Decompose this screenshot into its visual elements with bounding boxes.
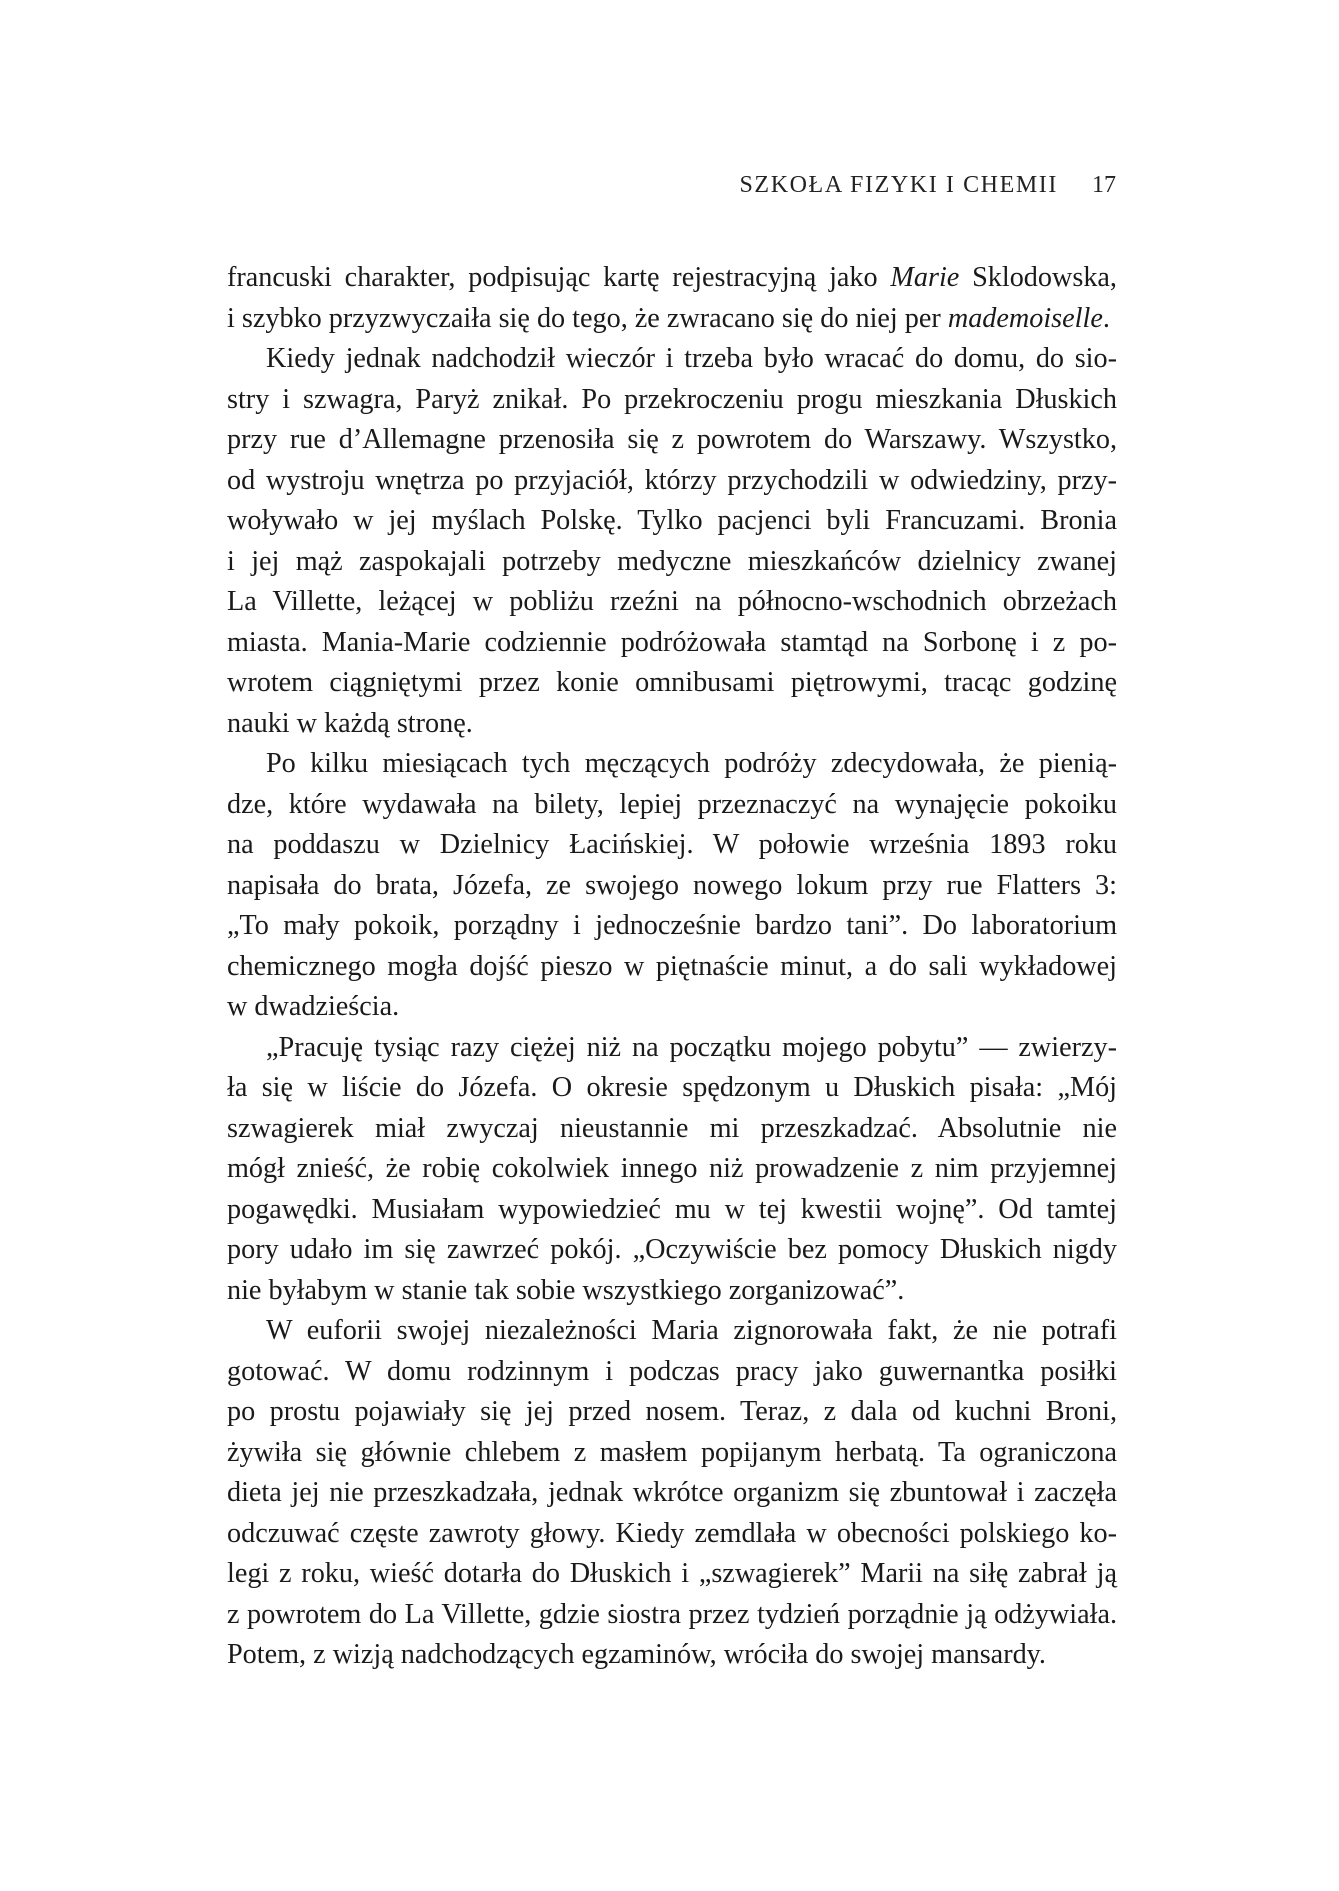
text-line: legi z roku, wieść dotarła do Dłuskich i „szwagierek” Marii na siłę zabrał ją [227, 1558, 1117, 1589]
text-line: wrotem ciągniętymi przez konie omnibusami piętrowymi, tracąc godzinę [227, 667, 1117, 698]
text-line: odczuwać częste zawroty głowy. Kiedy zemdlała w obecności polskiego ko- [227, 1517, 1117, 1549]
text-line: nie byłabym w stanie tak sobie wszystkiego zorganizować”. [227, 1274, 905, 1306]
text-line: woływało w jej myślach Polskę. Tylko pacjenci byli Francuzami. Bronia [227, 505, 1117, 536]
text-line: dieta jej nie przeszkadzała, jednak wkrótce organizm się zbuntował i zaczęła [227, 1477, 1117, 1508]
text-line: przy rue d’Allemagne przenosiła się z powrotem do Warszawy. Wszystko, [227, 424, 1117, 455]
text-line: mógł znieść, że robię cokolwiek innego niż prowadzenie z nim przyjemnej [227, 1153, 1117, 1184]
text-line: nauki w każdą stronę. [227, 707, 473, 739]
text-line: Po kilku miesiącach tych męczących podróży zdecydowała, że pienią- [266, 748, 1117, 779]
text-line: dze, które wydawała na bilety, lepiej przeznaczyć na wynajęcie pokoiku [227, 788, 1117, 820]
text-line: szwagierek miał zwyczaj nieustannie mi przeszkadzać. Absolutnie nie [227, 1112, 1117, 1144]
text-line: Kiedy jednak nadchodził wieczór i trzeba było wracać do domu, do sio- [266, 343, 1117, 374]
text-line: pogawędki. Musiałam wypowiedzieć mu w tej kwestii wojnę”. Od tamtej [227, 1193, 1117, 1225]
running-head [739, 172, 1116, 199]
text-line: W euforii swojej niezależności Maria zignorowała fakt, że nie potrafi [266, 1315, 1117, 1346]
text-line: i jej mąż zaspokajali potrzeby medyczne mieszkańców dzielnicy zwanej [227, 545, 1117, 577]
text-line: miasta. Mania-Marie codziennie podróżowała stamtąd na Sorbonę i z po- [227, 626, 1117, 658]
text-line: stry i szwagra, Paryż znikał. Po przekroczeniu progu mieszkania Dłuskich [227, 383, 1117, 415]
text-line: La Villette, leżącej w pobliżu rzeźni na północno-wschodnich obrzeżach [227, 586, 1117, 617]
text-line: z powrotem do La Villette, gdzie siostra przez tydzień porządnie ją odżywiała. [227, 1598, 1117, 1630]
text-line: od wystroju wnętrza po przyjaciół, którzy przychodzili w odwiedziny, przy- [227, 464, 1117, 496]
text-line: ła się w liście do Józefa. O okresie spędzonym u Dłuskich pisała: „Mój [227, 1072, 1117, 1103]
text-line: pory udało im się zawrzeć pokój. „Oczywiście bez pomocy Dłuskich nigdy [227, 1234, 1117, 1265]
text-line: „To mały pokoik, porządny i jednocześnie bardzo tani”. Do laboratorium [227, 910, 1117, 941]
body-text [227, 258, 1117, 1676]
text-line: francuski charakter, podpisując kartę rejestracyjną jako Marie Sklodowska, [227, 262, 1117, 293]
text-line: na poddaszu w Dzielnicy Łacińskiej. W połowie września 1893 roku [227, 829, 1117, 860]
text-line: chemicznego mogła dojść pieszo w piętnaście minut, a do sali wykładowej [227, 950, 1117, 982]
page-number: 17 [1092, 172, 1116, 198]
chapter-title: SZKOŁA FIZYKI I CHEMII [739, 172, 1058, 198]
text-line: gotować. W domu rodzinnym i podczas pracy jako guwernantka posiłki [227, 1355, 1117, 1387]
text-line: po prostu pojawiały się jej przed nosem. Teraz, z dala od kuchni Broni, [227, 1396, 1117, 1427]
text-line: żywiła się głównie chlebem z masłem popijanym herbatą. Ta ograniczona [227, 1436, 1117, 1468]
text-line: i szybko przyzwyczaiła się do tego, że zwracano się do niej per mademoiselle. [227, 302, 1110, 334]
text-line: w dwadzieścia. [227, 991, 400, 1022]
text-line: Potem, z wizją nadchodzących egzaminów, wróciła do swojej mansardy. [227, 1639, 1046, 1670]
text-line: „Pracuję tysiąc razy ciężej niż na początku mojego pobytu” — zwierzy- [266, 1031, 1117, 1063]
text-line: napisała do brata, Józefa, ze swojego nowego lokum przy rue Flatters 3: [227, 869, 1117, 901]
